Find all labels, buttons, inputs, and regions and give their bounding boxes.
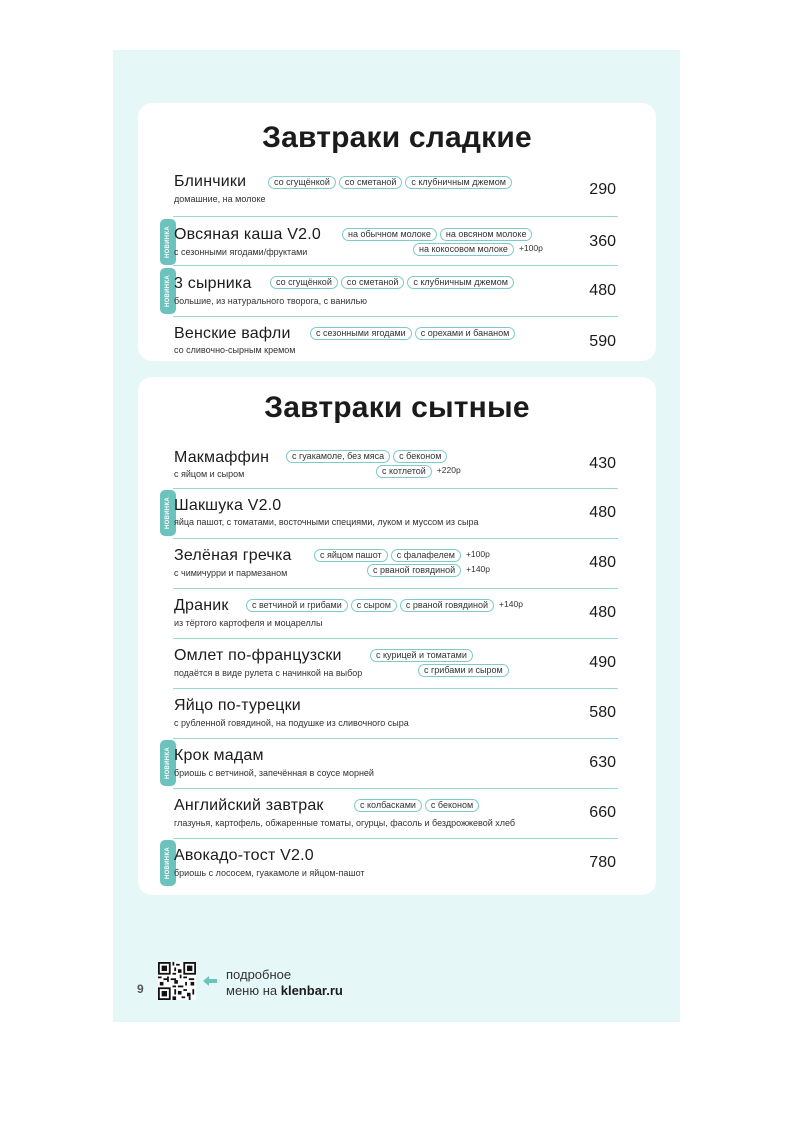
dish-price: 290 — [589, 181, 616, 198]
option-tag: с фалафелем — [391, 549, 461, 562]
option-surcharge: +140р — [466, 564, 490, 574]
option-tag: на овсяном молоке — [440, 228, 533, 241]
arrow-left-icon — [203, 976, 217, 986]
menu-item — [165, 273, 618, 317]
menu-item — [165, 224, 618, 266]
option-tag: с гуакамоле, без мяса — [286, 450, 390, 463]
dish-name: Венские вафли — [174, 325, 291, 342]
menu-item — [165, 846, 618, 889]
page-number: 9 — [137, 982, 144, 996]
option-tag: со сметаной — [341, 276, 405, 289]
options-extra — [418, 664, 509, 677]
dish-name: Овсяная каша V2.0 — [174, 226, 322, 243]
options — [270, 276, 514, 289]
dish-name: Зелёная гречка — [174, 547, 292, 564]
dish-name: Авокадо-тост V2.0 — [174, 847, 314, 864]
dish-name: Омлет по-французски — [174, 647, 342, 664]
option-surcharge: +100р — [465, 549, 490, 559]
dish-price: 480 — [589, 282, 616, 299]
options-extra — [376, 465, 461, 478]
menu-item — [165, 496, 618, 539]
option-tag: с клубничным джемом — [405, 176, 512, 189]
option-tag: с курицей и томатами — [370, 649, 473, 662]
option-surcharge: +100р — [518, 243, 543, 253]
dish-name: Яйцо по-турецки — [174, 697, 301, 714]
dish-name: Английский завтрак — [174, 797, 324, 814]
dish-name: 3 сырника — [174, 275, 252, 292]
options — [286, 450, 447, 463]
option-tag: с рваной говядиной — [400, 599, 494, 612]
dish-price: 490 — [589, 654, 616, 671]
option-tag: на обычном молоке — [342, 228, 437, 241]
dish-name: Шакшука V2.0 — [174, 497, 282, 514]
option-tag: на кокосовом молоке — [413, 243, 514, 256]
options — [310, 327, 515, 340]
new-badge: НОВИНКА — [160, 268, 176, 314]
option-surcharge: +140р — [499, 599, 523, 609]
option-tag: с грибами и сыром — [418, 664, 509, 677]
menu-item — [173, 696, 618, 739]
menu-item — [173, 596, 618, 639]
qr-code-icon[interactable] — [158, 962, 196, 1000]
option-tag: с колбасками — [354, 799, 422, 812]
dish-price: 480 — [589, 554, 616, 571]
section-title: Завтраки сытные — [264, 391, 530, 424]
new-badge: НОВИНКА — [160, 219, 176, 265]
website-link-text[interactable] — [226, 967, 343, 999]
section-title: Завтраки сладкие — [262, 121, 532, 154]
menu-item — [173, 448, 618, 489]
dish-description: с сезонными ягодами/фруктами — [174, 247, 308, 257]
dish-price: 780 — [589, 854, 616, 871]
options — [246, 599, 523, 612]
option-tag: с яйцом пашот — [314, 549, 388, 562]
dish-description: из тёртого картофеля и моцареллы — [174, 618, 323, 628]
dish-name: Блинчики — [174, 173, 247, 190]
dish-description: большие, из натурального творога, с ванилью — [174, 296, 368, 306]
options-extra — [367, 564, 490, 577]
new-badge: НОВИНКА — [160, 840, 176, 886]
dish-description: бриошь с ветчиной, запечённая в соусе морней — [174, 768, 374, 778]
options-extra — [413, 243, 543, 256]
option-tag: с котлетой — [376, 465, 432, 478]
menu-item — [173, 796, 618, 839]
option-tag: с клубничным джемом — [407, 276, 514, 289]
menu-item — [173, 546, 618, 589]
option-tag: со сметаной — [339, 176, 403, 189]
dish-price: 480 — [589, 504, 616, 521]
option-tag: с ветчиной и грибами — [246, 599, 348, 612]
option-tag: с орехами и бананом — [415, 327, 516, 340]
option-tag: с беконом — [425, 799, 479, 812]
options — [314, 549, 490, 562]
option-tag: со сгущёнкой — [268, 176, 336, 189]
dish-description: со сливочно-сырным кремом — [174, 345, 296, 355]
option-tag: с беконом — [393, 450, 447, 463]
options — [370, 649, 473, 662]
dish-description: домашние, на молоке — [174, 194, 266, 204]
dish-price: 360 — [589, 233, 616, 250]
section-hearty-breakfasts — [138, 377, 656, 895]
dish-name: Крок мадам — [174, 747, 264, 764]
dish-description: подаётся в виде рулета с начинкой на выбор — [174, 668, 363, 678]
option-tag: с сыром — [351, 599, 397, 612]
option-tag: с рваной говядиной — [367, 564, 461, 577]
footer-line-1: подробное — [226, 967, 292, 982]
menu-item — [173, 173, 618, 217]
dish-description: с рубленной говядиной, на подушке из сливочного сыра — [174, 718, 409, 728]
dish-price: 430 — [589, 455, 616, 472]
dish-description: бриошь с лососем, гуакамоле и яйцом-пашот — [174, 868, 365, 878]
options — [354, 799, 479, 812]
dish-price: 660 — [589, 804, 616, 821]
new-badge: НОВИНКА — [160, 490, 176, 536]
dish-description: с яйцом и сыром — [174, 469, 245, 479]
option-tag: со сгущёнкой — [270, 276, 338, 289]
dish-description: яйца пашот, с томатами, восточными специями, луком и муссом из сыра — [174, 517, 479, 527]
option-tag: с сезонными ягодами — [310, 327, 412, 340]
dish-price: 590 — [589, 333, 616, 350]
dish-name: Макмаффин — [174, 449, 270, 466]
dish-price: 480 — [589, 604, 616, 621]
dish-description: глазунья, картофель, обжаренные томаты, огурцы, фасоль и бездрожжевой хлеб — [174, 818, 516, 828]
menu-item — [173, 646, 618, 689]
dish-description: с чимичурри и пармезаном — [174, 568, 288, 578]
options — [342, 228, 532, 241]
option-surcharge: +220р — [436, 465, 461, 475]
menu-item — [165, 746, 618, 789]
website-link[interactable]: klenbar.ru — [280, 983, 343, 998]
options — [268, 176, 512, 189]
footer-line-2: меню на klenbar.ru — [226, 983, 343, 998]
section-sweet-breakfasts — [138, 103, 656, 361]
new-badge: НОВИНКА — [160, 740, 176, 786]
dish-price: 630 — [589, 754, 616, 771]
dish-price: 580 — [589, 704, 616, 721]
dish-name: Драник — [174, 597, 229, 614]
menu-item — [173, 324, 618, 360]
